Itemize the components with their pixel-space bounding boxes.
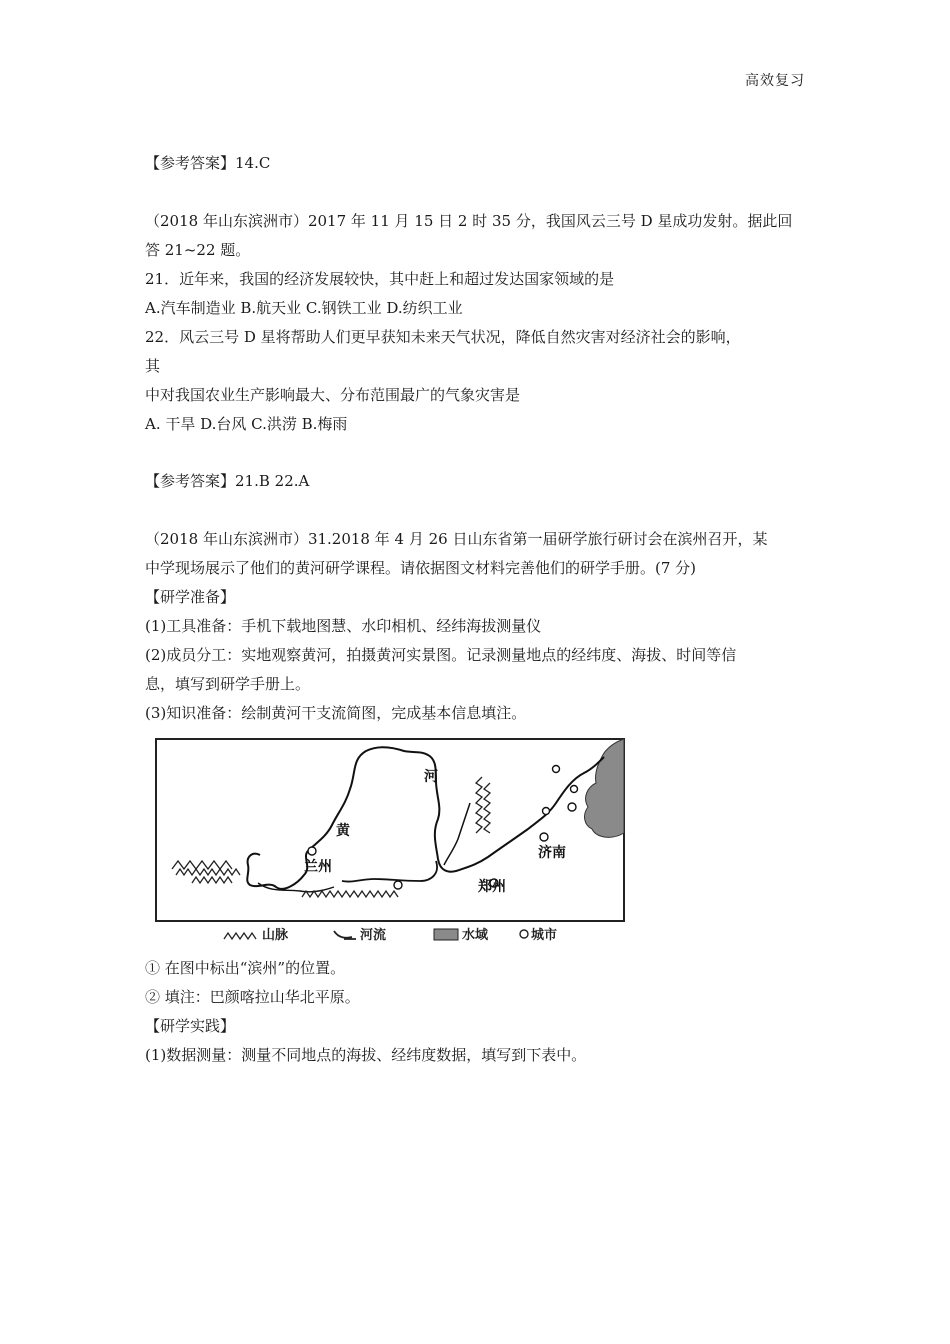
legend-water: 水域 xyxy=(462,928,489,943)
label-zhengzhou: 郑州 xyxy=(478,879,506,895)
question-22: 中对我国农业生产影响最大、分布范围最广的气象灾害是 xyxy=(145,386,521,404)
question-31-intro: （2018 年山东滨洲市）31.2018 年 4 月 26 日山东省第一届研学旅行研讨会在滨州召开，某 xyxy=(145,530,768,548)
yellow-river-map xyxy=(152,733,630,945)
label-jinan: 济南 xyxy=(538,845,566,861)
question-22: 22．风云三号 D 星将帮助人们更早获知未来天气状况，降低自然灾害对经济社会的影响， xyxy=(145,328,741,346)
question-22: 其 xyxy=(145,357,161,375)
city-lanzhou-marker xyxy=(308,847,316,855)
city-marker xyxy=(568,803,576,811)
practice-item: (1)数据测量：测量不同地点的海拔、经纬度数据，填写到下表中。 xyxy=(145,1046,587,1064)
water-body xyxy=(585,739,624,837)
city-marker xyxy=(543,808,550,815)
label-huang: 黄 xyxy=(336,823,350,839)
task-item: ② 填注：巴颜喀拉山华北平原。 xyxy=(145,988,360,1006)
legend-mountain: 山脉 xyxy=(262,928,289,943)
prep-item: (3)知识准备：绘制黄河干支流简图，完成基本信息填注。 xyxy=(145,704,527,722)
question-22-options: A. 干旱 D.台风 C.洪涝 B.梅雨 xyxy=(145,415,348,433)
question-21-options: A.汽车制造业 B.航天业 C.钢铁工业 D.纺织工业 xyxy=(145,299,463,317)
water-icon xyxy=(434,929,458,940)
label-he: 河 xyxy=(424,769,438,785)
section-heading: 【研学准备】 xyxy=(145,588,236,606)
map-legend xyxy=(224,927,557,943)
section-heading: 【研学实践】 xyxy=(145,1017,236,1035)
legend-river: 河流 xyxy=(360,928,387,943)
mountain-icon xyxy=(224,933,256,939)
city-icon xyxy=(520,930,528,938)
city-marker xyxy=(553,766,560,773)
river-tributary xyxy=(444,803,470,865)
prep-item: (2)成员分工：实地观察黄河，拍摄黄河实景图。记录测量地点的经纬度、海拔、时间等信 xyxy=(145,646,737,664)
label-lanzhou: 兰州 xyxy=(304,859,332,875)
mountain-range-taihang xyxy=(476,777,490,833)
question-intro-line: （2018 年山东滨洲市）2017 年 11 月 15 日 2 时 35 分，我国风云三号 D 星成功发射。据此回 xyxy=(145,212,793,230)
city-jinan-marker xyxy=(540,833,548,841)
answer-line-2: 【参考答案】21.B 22.A xyxy=(145,472,310,490)
question-intro-line: 答 21~22 题。 xyxy=(145,241,251,259)
river-tributary xyxy=(342,861,437,882)
page-header: 高效复习 xyxy=(745,73,805,89)
question-31-intro: 中学现场展示了他们的黄河研学课程。请依据图文材料完善他们的研学手册。(7 分) xyxy=(145,559,697,577)
mountain-range-west xyxy=(172,861,240,883)
river-icon xyxy=(334,931,356,939)
task-item: ① 在图中标出“滨州”的位置。 xyxy=(145,959,346,977)
prep-item: 息，填写到研学手册上。 xyxy=(145,675,311,693)
mountain-range-qinling xyxy=(302,891,398,897)
answer-line-1: 【参考答案】14.C xyxy=(145,154,271,172)
legend-city: 城市 xyxy=(531,928,558,943)
prep-item: (1)工具准备：手机下载地图慧、水印相机、经纬海拔测量仪 xyxy=(145,617,542,635)
city-marker xyxy=(394,881,402,889)
question-21: 21．近年来，我国的经济发展较快，其中赶上和超过发达国家领域的是 xyxy=(145,270,615,288)
city-marker xyxy=(571,786,578,793)
